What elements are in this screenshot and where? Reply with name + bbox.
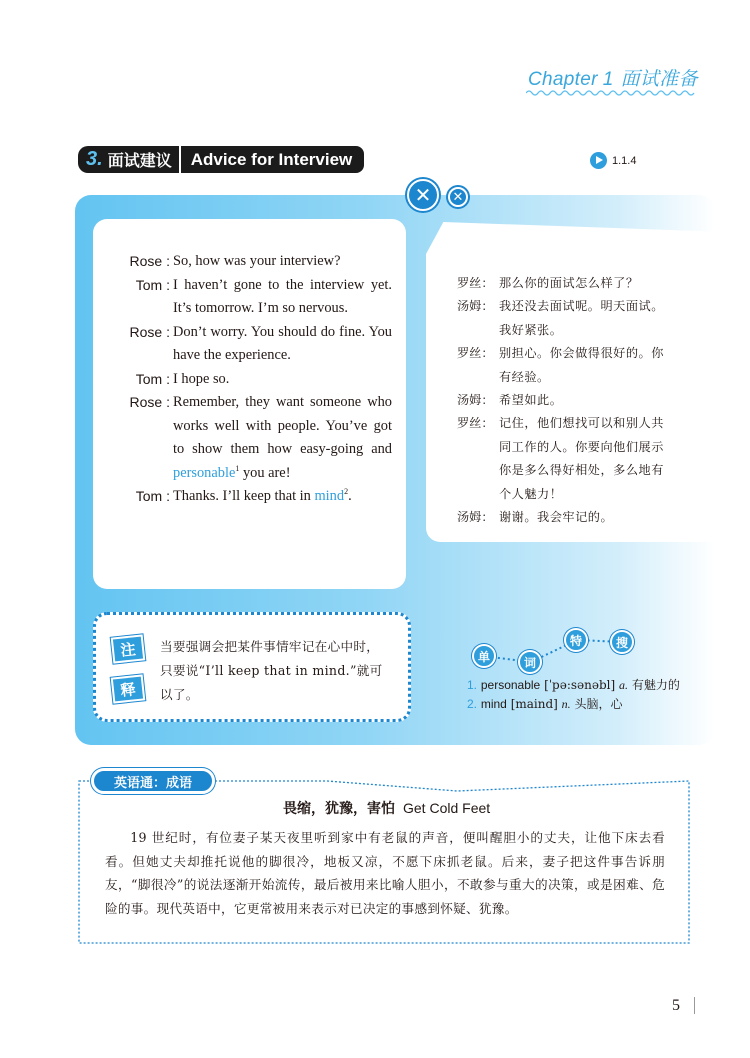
section-title-zh: 面试建议 — [105, 146, 179, 173]
note-text: 当要强调会把某件事情牢记在心中时，只要说“I’ll keep that in mind.”就可以了。 — [160, 639, 383, 702]
chapter-header — [528, 64, 698, 91]
translation-line: 罗丝： 记住，他们想找可以和别人共同工作的人。你要向他们展示你是多么得好相处，多么地有个人魅力！ — [457, 416, 664, 501]
vocab-highlight: mind — [314, 488, 345, 504]
line-text: I hope so. — [173, 370, 230, 387]
page-number: 5 — [672, 997, 680, 1014]
dialogue-line — [100, 321, 392, 368]
line-text: Thanks. I’ll keep that in mind$^2$. — [173, 487, 352, 504]
vocab-badge: 特 — [564, 628, 588, 652]
footnote-marker: 2 — [344, 487, 349, 497]
dialogue — [100, 250, 392, 509]
dialogue-line — [100, 485, 392, 509]
dialogue-line — [100, 250, 392, 274]
translation-line: 罗丝： 那么你的面试怎么样了？ — [457, 276, 639, 290]
line-text: Don’t worry. You should do fine. You have the experience. — [173, 323, 392, 363]
idiom-title: 畏缩，犹豫，害怕 Get Cold Feet — [283, 800, 491, 817]
section-title-en: Advice for Interview — [179, 146, 365, 173]
translation-line: 汤姆： 我还没去面试呢。明天面试。我好紧张。 — [457, 299, 664, 337]
speaker: Rose : — [129, 253, 170, 269]
vocab-badge: 单 — [472, 644, 496, 668]
dialogue-line — [100, 391, 392, 485]
translation-line: 汤姆： 希望如此。 — [457, 393, 563, 408]
section-number: 3. — [78, 146, 105, 173]
speaker: Tom : — [135, 488, 170, 504]
note-badge: 注 — [111, 634, 146, 663]
speaker: Tom : — [135, 276, 170, 293]
vocab-item: 2. mind [maind] n. 头脑，心 — [467, 697, 623, 711]
translation-line: 汤姆： 谢谢。我会牢记的。 — [457, 510, 614, 525]
dialogue-line — [100, 368, 392, 392]
audio-track[interactable] — [590, 152, 636, 169]
vocab-highlight: personable — [173, 464, 236, 481]
idiom-body: 19 世纪时，有位妻子某天夜里听到家中有老鼠的声音，便叫醒胆小的丈夫，让他下床去看看。但她丈夫却推托说他的脚很冷，地板又凉，不愿下床抓老鼠。后来，妻子把这件事告诉朋友，“脚很冷”的说法逐渐开始流传，最后被用来比喻人胆小，不敢参与重大的决策，或是困难、危险的事。现代英语中，它更常被用来表示对已决定的事感到怀疑、犹豫。 — [105, 830, 665, 916]
line-text: I haven’t gone to the interview yet. It’s tomorrow. I’m so nervous. — [173, 276, 392, 316]
chapter-title: 面试准备 — [620, 69, 698, 90]
chapter-number: 1 — [602, 69, 614, 90]
section-title — [78, 146, 364, 173]
translation — [457, 272, 675, 529]
wave-divider — [526, 89, 696, 97]
speaker: Tom : — [135, 370, 170, 387]
speaker: Rose : — [129, 323, 170, 340]
dialogue-line — [100, 274, 392, 321]
line-text: Remember, they want someone who works well with people. You’ve got to show them how easy-going and personable$^1$ you are! — [173, 394, 392, 481]
line-text: So, how was your interview? — [173, 253, 341, 269]
vocab-list — [467, 676, 680, 714]
idiom-tag: 英语通：成语 — [91, 768, 215, 794]
circle-x-small-icon: ✕ — [448, 187, 468, 207]
speaker: Rose : — [129, 394, 170, 410]
track-number: 1.1.4 — [612, 154, 637, 167]
vocab-badge: 搜 — [610, 630, 634, 654]
play-icon[interactable] — [590, 152, 607, 169]
chapter-label: Chapter — [528, 69, 598, 90]
translation-line: 罗丝： 别担心。你会做得很好的。你有经验。 — [457, 346, 664, 384]
vocab-badge: 词 — [518, 650, 542, 674]
vocab-item: 1. personable [ˈpə:sənəbl] a. 有魅力的 — [467, 678, 680, 692]
footnote-marker: 1 — [235, 463, 240, 473]
note-badge: 释 — [111, 674, 146, 703]
page-divider — [694, 997, 695, 1014]
circle-x-icon: ✕ — [407, 179, 439, 211]
